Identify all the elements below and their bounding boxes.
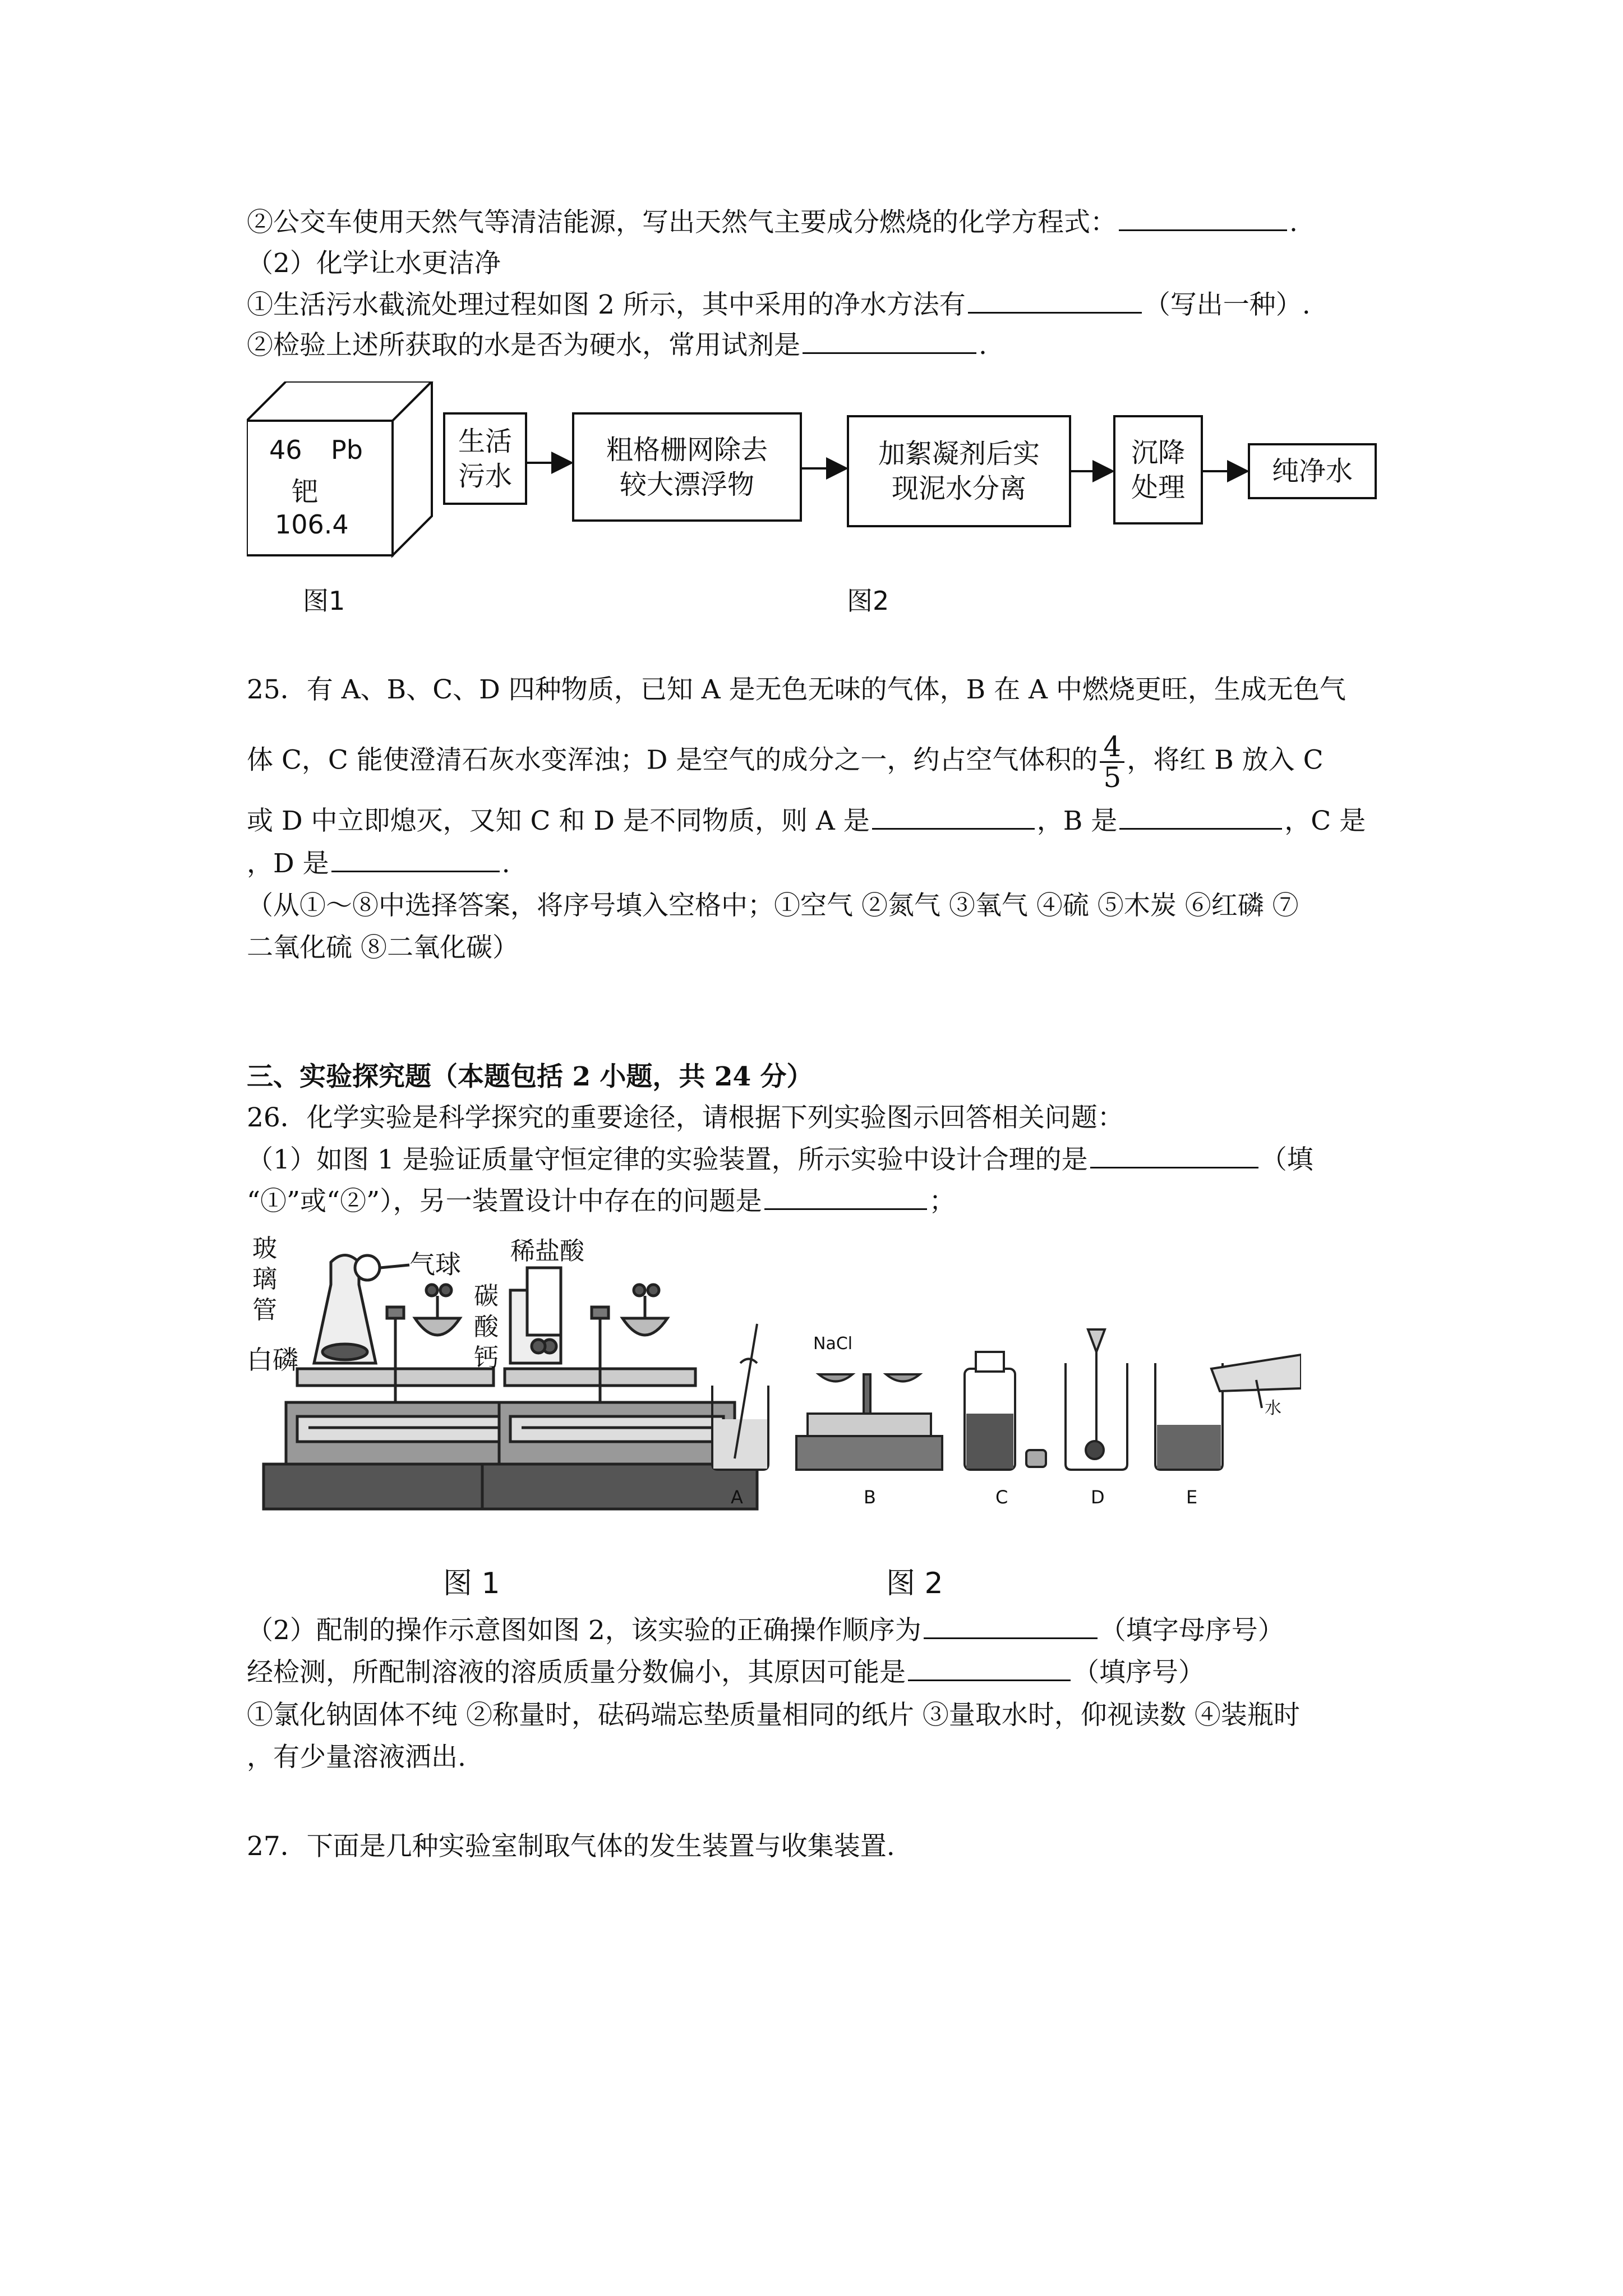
figure-2-caption: 图2 (847, 586, 889, 616)
svg-text:璃: 璃 (252, 1265, 277, 1294)
flow-step-sewage: 生活 污水 (443, 412, 527, 505)
svg-text:钙: 钙 (474, 1343, 499, 1372)
q26-line7: ，有少量溶液洒出. (247, 1742, 466, 1773)
q26-line6: ①氯化钠固体不纯 ②称量时，砝码端忘垫质量相同的纸片 ③量取水时，仰视读数 ④装瓶时 (247, 1700, 1300, 1731)
answer-blank-a[interactable] (872, 803, 1035, 830)
experiment-figure (247, 1234, 1301, 1548)
answer-blank-b[interactable] (1119, 803, 1282, 830)
q26-line3: “①”或“②”），另一装置设计中存在的问题是 ； (247, 1184, 956, 1218)
label-caco3: 碳 (474, 1282, 499, 1310)
step-letter-e: E (1186, 1487, 1198, 1508)
q25-line2: 体 C，C 能使澄清石灰水变浑浊；D 是空气的成分之一，约占空气体积的 $\frac{4}{5}$ ，将红 B 放入 C (247, 730, 1324, 794)
q25-line3: 或 D 中立即熄灭，又知 C 和 D 是不同物质，则 A 是 ，B 是 ，C 是 (247, 803, 1366, 838)
label-hcl: 稀盐酸 (510, 1237, 584, 1266)
answer-blank[interactable] (764, 1184, 927, 1210)
element-name: 钯 (292, 476, 319, 508)
q24-line2: （2）化学让水更洁净 (247, 248, 501, 279)
svg-text:酸: 酸 (474, 1313, 499, 1341)
step-letter-b: B (864, 1487, 876, 1508)
section-heading: 三、实验探究题（本题包括 2 小题，共 24 分） (247, 1061, 813, 1092)
q24-line4: ②检验上述所获取的水是否为硬水，常用试剂是 . (247, 328, 987, 362)
element-mass: 106.4 (275, 509, 349, 540)
flow-step-pure-water: 纯净水 (1248, 443, 1377, 499)
q26-line5: 经检测，所配制溶液的溶质质量分数偏小，其原因可能是 （填序号） (247, 1655, 1205, 1690)
label-glass-tube: 玻 (252, 1234, 277, 1263)
fraction: $\frac{4}{5}$ (1100, 732, 1124, 792)
flow-step-flocculant: 加絮凝剂后实 现泥水分离 (847, 415, 1071, 527)
answer-blank[interactable] (908, 1655, 1071, 1681)
balance-2 (482, 1268, 757, 1509)
flow-step-screen: 粗格栅网除去 较大漂浮物 (572, 412, 802, 522)
label-balloon: 气球 (409, 1249, 461, 1280)
exp-figure-1-caption: 图 1 (443, 1567, 500, 1600)
q26-line2: （1）如图 1 是验证质量守恒定律的实验装置，所示实验中设计合理的是 （填 (247, 1142, 1313, 1177)
answer-blank[interactable] (924, 1613, 1098, 1639)
step-letter-a: A (731, 1487, 743, 1508)
svg-text:管: 管 (252, 1296, 277, 1324)
answer-blank[interactable] (1090, 1142, 1258, 1168)
label-water: 水 (1265, 1398, 1281, 1418)
q25-line6: 二氧化硫 ⑧二氧化碳） (247, 932, 519, 963)
q25-line5: （从①～⑧中选择答案，将序号填入空格中；①空气 ②氮气 ③氧气 ④硫 ⑤木炭 ⑥红磷 ⑦ (247, 890, 1299, 921)
step-c-bottle (965, 1352, 1046, 1470)
step-letter-c: C (995, 1487, 1008, 1508)
q26-line4: （2）配制的操作示意图如图 2，该实验的正确操作顺序为 （填字母序号） (247, 1613, 1284, 1648)
flow-arrows (0, 0, 1623, 617)
step-b-balance (796, 1374, 942, 1470)
step-a-beaker (712, 1324, 768, 1470)
q24-line3: ①生活污水截流处理过程如图 2 所示，其中采用的净水方法有 （写出一种）. (247, 287, 1311, 322)
flow-step-settling: 沉降 处理 (1113, 415, 1203, 524)
element-symbol: Pb (331, 435, 363, 465)
figure-1-caption: 图1 (303, 586, 345, 616)
answer-blank-d[interactable] (331, 846, 500, 872)
q25-line4: ，D 是 . (247, 846, 510, 881)
q25-line1: 25．有 A、B、C、D 四种物质，已知 A 是无色无味的气体，B 在 A 中燃烧更旺，生成无色气 (247, 674, 1346, 705)
exp-figure-2-caption: 图 2 (886, 1567, 943, 1600)
step-d-beaker (1066, 1329, 1127, 1470)
q27-line1: 27．下面是几种实验室制取气体的发生装置与收集装置. (247, 1831, 895, 1862)
q26-line1: 26．化学实验是科学探究的重要途径，请根据下列实验图示回答相关问题： (247, 1102, 1124, 1133)
label-nacl: NaCl (813, 1334, 853, 1354)
q24-line1: ②公交车使用天然气等清洁能源，写出天然气主要成分燃烧的化学方程式： . (247, 205, 1298, 240)
label-white-phosphorus: 白磷 (247, 1345, 298, 1375)
element-number: 46 (269, 435, 302, 465)
step-letter-d: D (1091, 1487, 1105, 1508)
